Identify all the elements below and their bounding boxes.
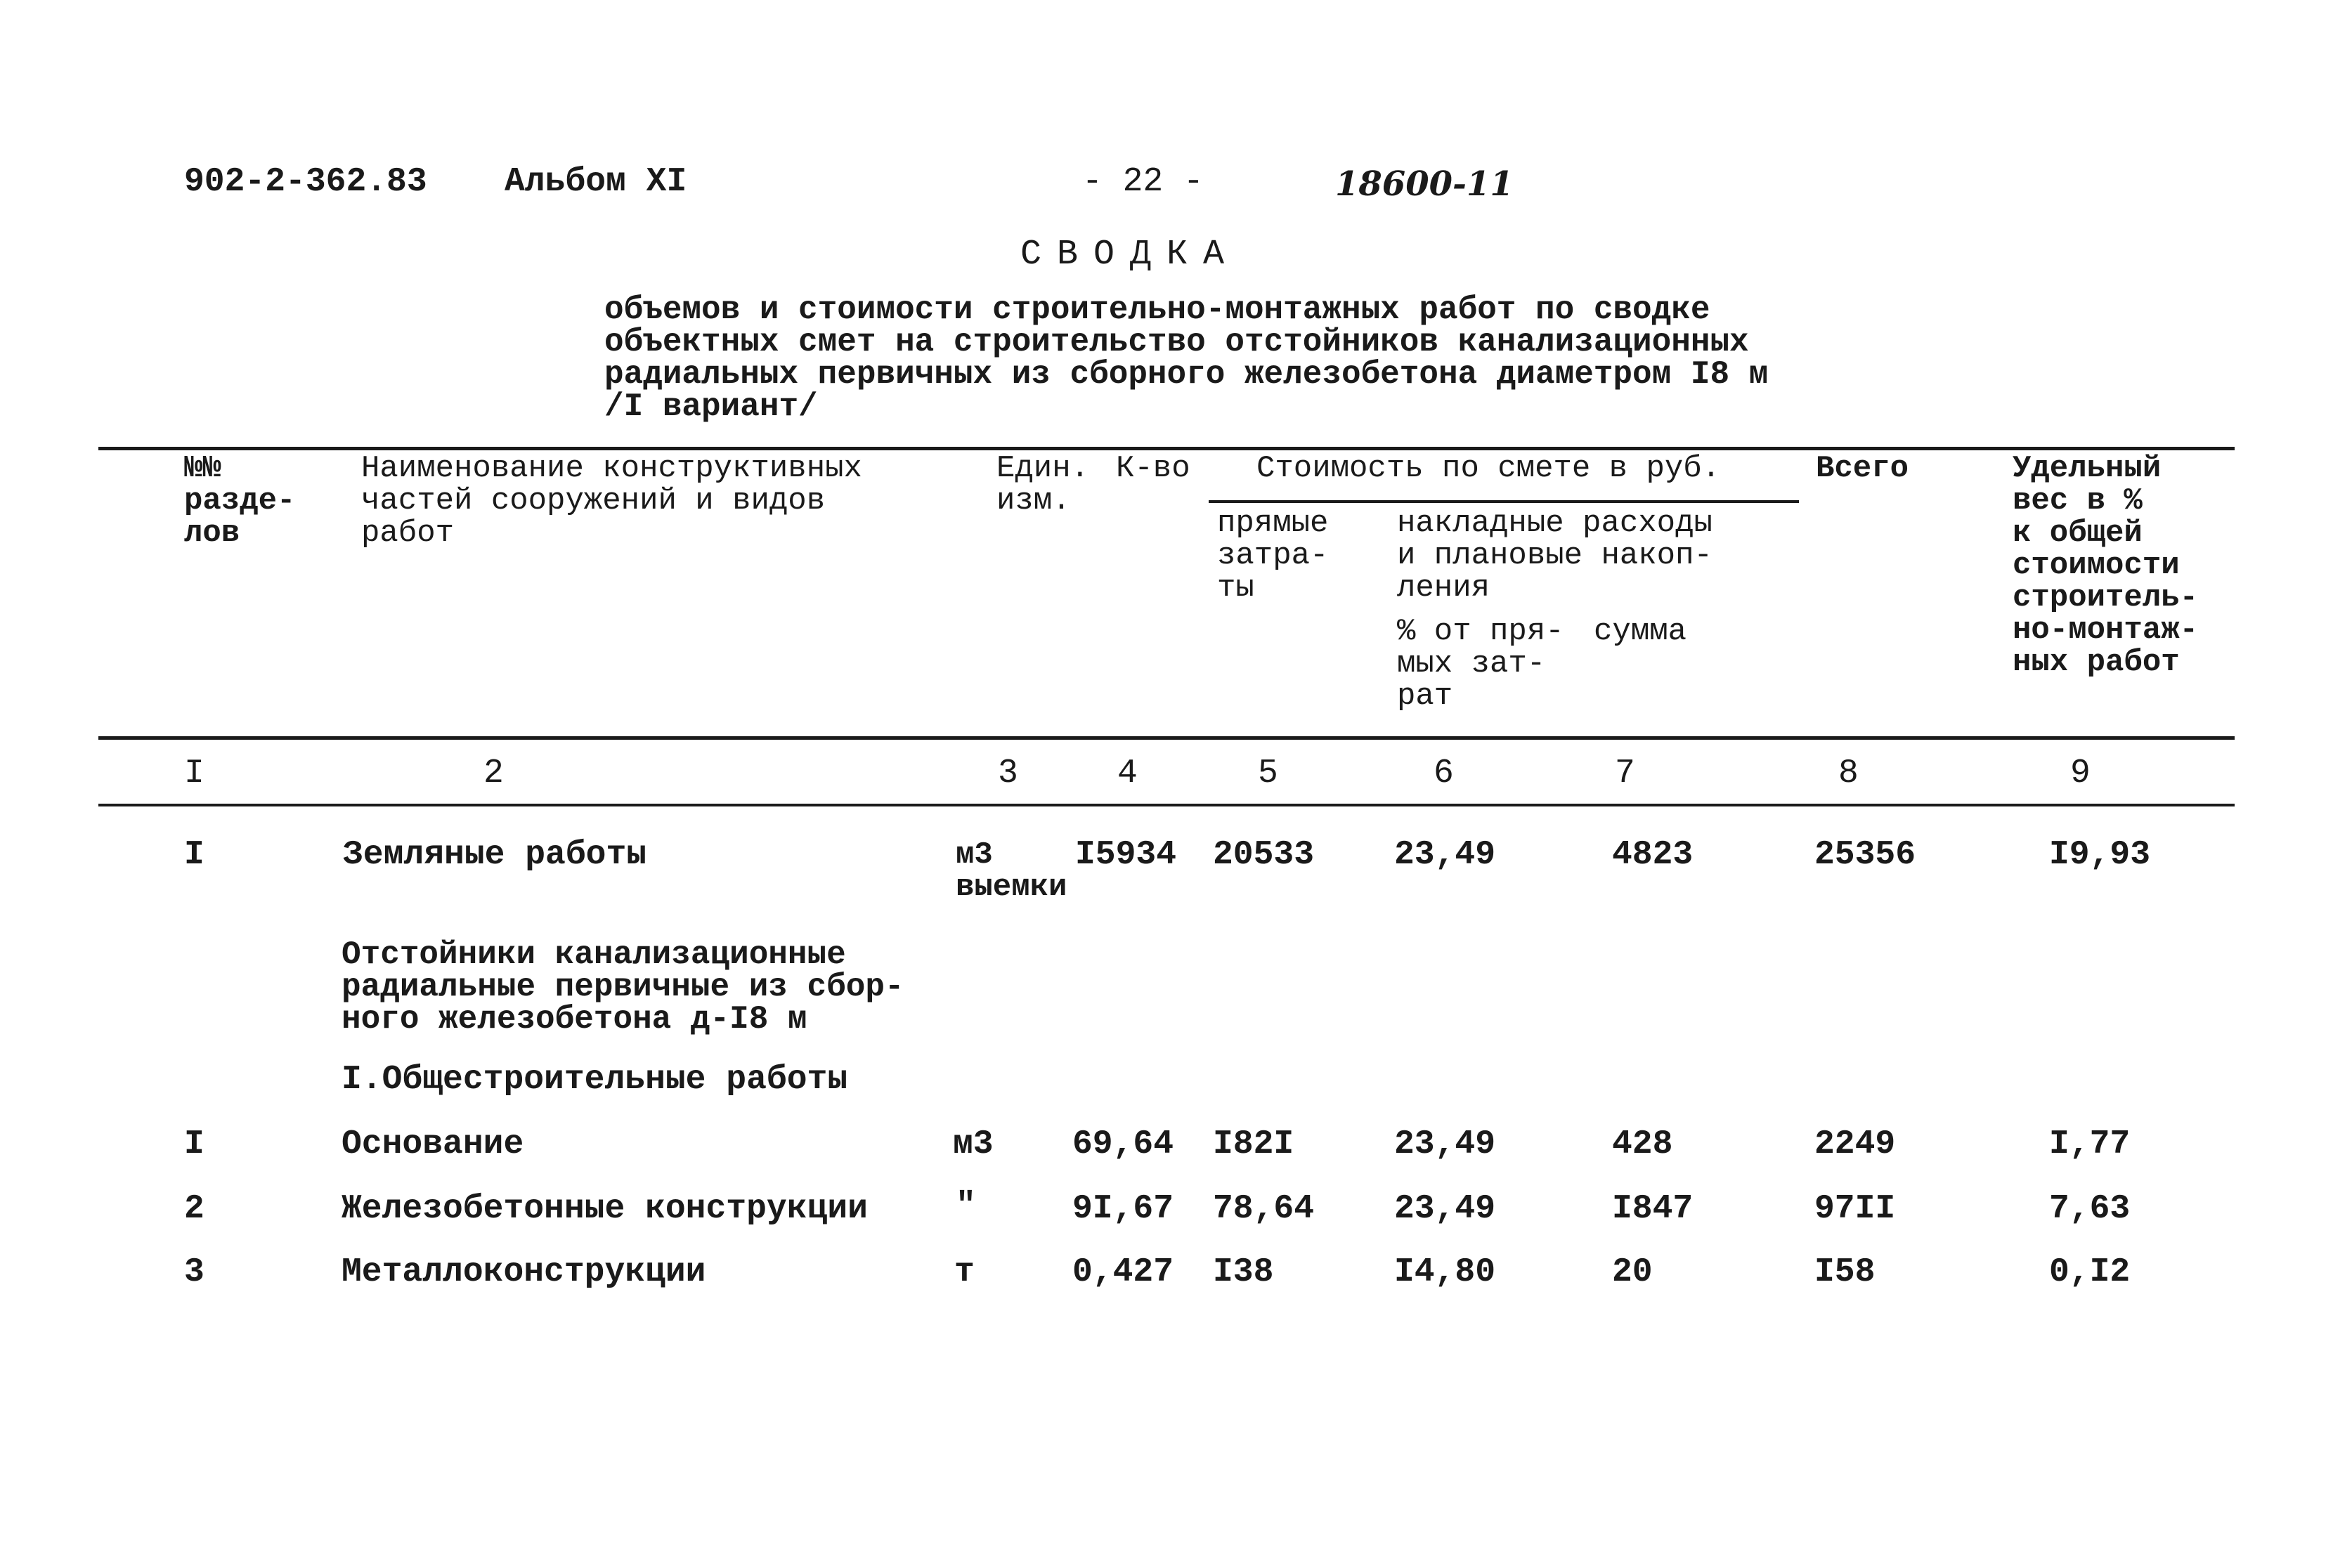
col-header-cost-group: Стоимость по смете в руб.	[1256, 451, 1721, 486]
col-number: 2	[483, 754, 504, 792]
row-qty: 9I,67	[1072, 1190, 1174, 1228]
row-name: Железобетонные конструкции	[342, 1190, 868, 1228]
row-direct: I82I	[1213, 1125, 1294, 1163]
row-share: 7,63	[2049, 1190, 2131, 1228]
col-header-percent: % от пря- мых зат- рат	[1397, 614, 1564, 714]
row-sum: I847	[1612, 1190, 1694, 1228]
row-unit: "	[956, 1187, 976, 1225]
row-unit: т	[954, 1253, 975, 1291]
col-header-section-no: №№ разде- лов	[184, 451, 296, 551]
row-earth-direct: 20533	[1213, 836, 1315, 874]
header-bottom-rule	[98, 736, 2235, 740]
row-share: I,77	[2049, 1125, 2131, 1163]
row-total: I58	[1814, 1253, 1876, 1291]
row-earth-unit: м3 выемки	[956, 837, 1067, 905]
section-title: I.Общестроительные работы	[342, 1061, 848, 1099]
cost-group-rule	[1209, 500, 1799, 503]
row-earth-qty: I5934	[1075, 836, 1177, 874]
row-direct: 78,64	[1213, 1190, 1315, 1228]
row-earth-sum: 4823	[1612, 836, 1694, 874]
row-qty: 0,427	[1072, 1253, 1174, 1291]
row-qty: 69,64	[1072, 1125, 1174, 1163]
row-sum: 20	[1612, 1253, 1653, 1291]
col-header-name: Наименование конструктивных частей сооружений и видов работ	[361, 451, 862, 551]
col-header-total: Всего	[1816, 451, 1909, 486]
numbers-bottom-rule	[98, 804, 2235, 806]
row-num: 3	[184, 1253, 204, 1291]
document-title: СВОДКА	[1020, 235, 1240, 275]
album-label: Альбом XI	[505, 163, 687, 201]
subtitle	[604, 294, 1768, 423]
page-number: - 22 -	[1082, 163, 1204, 201]
subtitle-line: радиальных первичных из сборного железобетона диаметром I8 м	[604, 356, 1769, 393]
row-unit: м3	[953, 1125, 994, 1163]
row-total: 2249	[1814, 1125, 1896, 1163]
col-number: 3	[998, 754, 1018, 792]
row-name: Основание	[342, 1125, 524, 1163]
col-header-sum: сумма	[1594, 614, 1687, 649]
row-earth-name: Земляные работы	[343, 836, 647, 874]
row-pct: 23,49	[1394, 1190, 1496, 1228]
col-number: 6	[1434, 754, 1454, 792]
table-top-rule	[98, 447, 2235, 450]
col-header-direct-costs: прямые затра- ты	[1217, 506, 1329, 606]
row-pct: I4,80	[1394, 1253, 1496, 1291]
col-number: 8	[1838, 754, 1859, 792]
row-earth-total: 25356	[1814, 836, 1916, 874]
col-number: 4	[1117, 754, 1138, 792]
row-num: 2	[184, 1190, 204, 1228]
row-pct: 23,49	[1394, 1125, 1496, 1163]
handwritten-number: 18600-11	[1335, 164, 1514, 204]
subtitle-line: /I вариант/	[604, 388, 818, 425]
row-earth-num: I	[184, 836, 204, 874]
col-number: 7	[1615, 754, 1635, 792]
col-header-share: Удельный вес в % к общей стоимости строитель- но-монтаж- ных работ	[2013, 451, 2199, 680]
subtitle-line: объектных смет на строительство отстойников канализационных	[604, 324, 1749, 360]
row-direct: I38	[1213, 1253, 1274, 1291]
object-name: Отстойники канализационные радиальные первичные из сбор- ного железобетона д-I8 м	[342, 936, 904, 1038]
col-number: I	[184, 754, 204, 792]
col-header-unit: Един. изм.	[996, 451, 1090, 518]
document-code: 902-2-362.83	[184, 163, 427, 201]
row-share: 0,I2	[2049, 1253, 2131, 1291]
col-header-quantity: К-во	[1116, 451, 1190, 486]
row-total: 97II	[1814, 1190, 1896, 1228]
col-header-overhead: накладные расходы и плановые накоп- ления	[1397, 506, 1713, 606]
row-earth-pct: 23,49	[1394, 836, 1496, 874]
row-num: I	[184, 1125, 204, 1163]
subtitle-line: объемов и стоимости строительно-монтажных работ по сводке	[604, 292, 1710, 328]
row-name: Металлоконструкции	[342, 1253, 706, 1291]
row-sum: 428	[1612, 1125, 1673, 1163]
col-number: 9	[2070, 754, 2091, 792]
col-number: 5	[1258, 754, 1278, 792]
row-earth-share: I9,93	[2049, 836, 2151, 874]
